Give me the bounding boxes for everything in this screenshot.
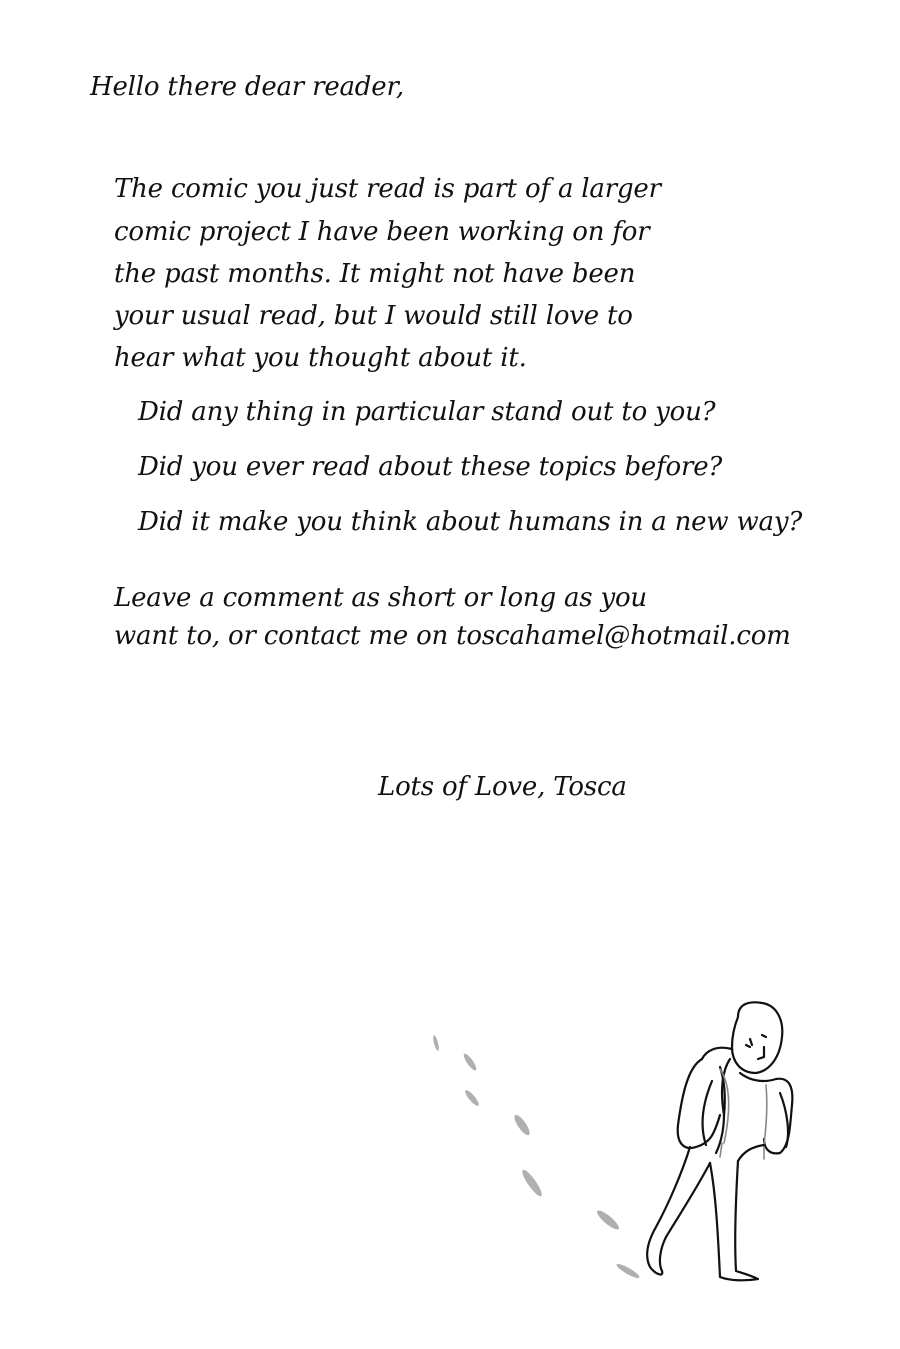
intro-line: hear what you thought about it. (114, 343, 527, 373)
intro-line: comic project I have been working on for (114, 217, 650, 247)
motion-marks (432, 1035, 641, 1280)
person-figure (647, 1002, 792, 1280)
question-3: Did it make you think about humans in a new way? (138, 507, 803, 537)
question-2: Did you ever read about these topics before? (138, 452, 723, 482)
intro-line: your usual read, but I would still love to (114, 301, 633, 331)
signature: Lots of Love, Tosca (378, 772, 627, 802)
intro-line: the past months. It might not have been (114, 259, 636, 289)
closing-line-2 (114, 623, 791, 649)
greeting: Hello there dear reader, (90, 72, 404, 102)
closing-line-1: Leave a comment as short or long as you (114, 583, 647, 613)
closing-line-2-prefix: want to, or contact me on (114, 621, 457, 651)
walking-person-with-backpack-drawing-icon (420, 995, 800, 1295)
intro-line: The comic you just read is part of a larger (114, 174, 661, 204)
question-1: Did any thing in particular stand out to you? (138, 397, 716, 427)
email-link[interactable]: toscahamel@hotmail.com (456, 621, 791, 651)
